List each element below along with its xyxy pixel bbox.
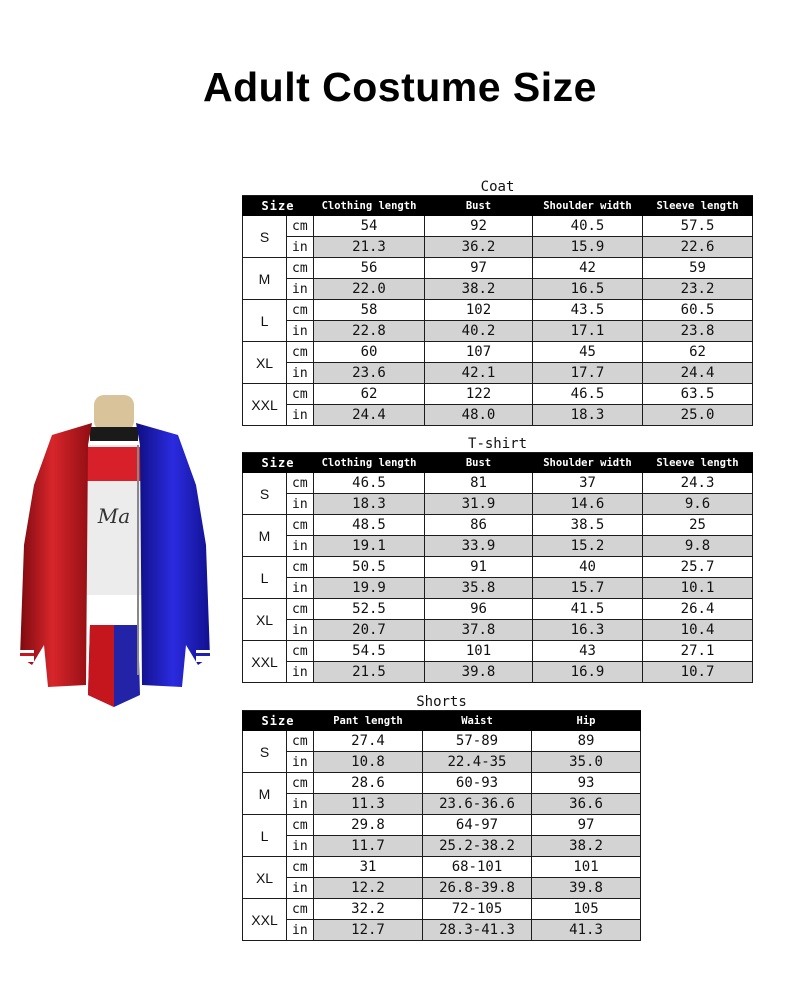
column-header: Clothing length — [314, 453, 425, 473]
table-cell: 23.6-36.6 — [423, 794, 532, 815]
table-cell: 35.8 — [425, 578, 533, 599]
coat-size-table — [242, 176, 753, 426]
table-cell: 60.5 — [643, 300, 753, 321]
table-cell: 10.8 — [314, 752, 423, 773]
table-cell: 39.8 — [425, 662, 533, 683]
table-cell: 43 — [533, 641, 643, 662]
table-cell: 19.1 — [314, 536, 425, 557]
size-header: Size — [243, 196, 314, 216]
table-cell: 25.0 — [643, 405, 753, 426]
table-cell: 97 — [532, 815, 641, 836]
size-label: XXL — [243, 641, 287, 683]
size-label: XL — [243, 342, 287, 384]
unit-in: in — [287, 578, 314, 599]
table-cell: 81 — [425, 473, 533, 494]
unit-cm: cm — [287, 815, 314, 836]
table-cell: 93 — [532, 773, 641, 794]
table-cell: 15.7 — [533, 578, 643, 599]
size-label: XXL — [243, 899, 287, 941]
table-cell: 38.5 — [533, 515, 643, 536]
column-header: Shoulder width — [533, 453, 643, 473]
table-cell: 10.4 — [643, 620, 753, 641]
table-cell: 42.1 — [425, 363, 533, 384]
size-label: L — [243, 300, 287, 342]
column-header: Waist — [423, 711, 532, 731]
unit-cm: cm — [287, 773, 314, 794]
table-cell: 22.0 — [314, 279, 425, 300]
table-cell: 23.6 — [314, 363, 425, 384]
unit-in: in — [287, 536, 314, 557]
table-cell: 25.7 — [643, 557, 753, 578]
table-cell: 20.7 — [314, 620, 425, 641]
size-label: XL — [243, 857, 287, 899]
table-cell: 40.2 — [425, 321, 533, 342]
table-cell: 25 — [643, 515, 753, 536]
table-cell: 102 — [425, 300, 533, 321]
table-cell: 28.6 — [314, 773, 423, 794]
unit-cm: cm — [287, 557, 314, 578]
unit-in: in — [287, 794, 314, 815]
table-cell: 39.8 — [532, 878, 641, 899]
table-cell: 68-101 — [423, 857, 532, 878]
table-cell: 101 — [425, 641, 533, 662]
table-cell: 57.5 — [643, 216, 753, 237]
unit-in: in — [287, 279, 314, 300]
table-cell: 62 — [314, 384, 425, 405]
column-header: Clothing length — [314, 196, 425, 216]
unit-cm: cm — [287, 599, 314, 620]
size-label: XL — [243, 599, 287, 641]
table-cell: 29.8 — [314, 815, 423, 836]
table-cell: 33.9 — [425, 536, 533, 557]
column-header: Bust — [425, 196, 533, 216]
size-label: L — [243, 815, 287, 857]
table-cell: 57-89 — [423, 731, 532, 752]
table-cell: 11.7 — [314, 836, 423, 857]
table-cell: 37 — [533, 473, 643, 494]
table-cell: 14.6 — [533, 494, 643, 515]
table-cell: 23.8 — [643, 321, 753, 342]
unit-cm: cm — [287, 300, 314, 321]
table-cell: 52.5 — [314, 599, 425, 620]
table-cell: 36.2 — [425, 237, 533, 258]
table-cell: 11.3 — [314, 794, 423, 815]
unit-in: in — [287, 836, 314, 857]
column-header: Sleeve length — [643, 196, 753, 216]
unit-in: in — [287, 405, 314, 426]
table-cell: 89 — [532, 731, 641, 752]
table-cell: 24.3 — [643, 473, 753, 494]
table-cell: 41.3 — [532, 920, 641, 941]
table-cell: 17.1 — [533, 321, 643, 342]
table-cell: 18.3 — [533, 405, 643, 426]
table-cell: 37.8 — [425, 620, 533, 641]
table-cell: 58 — [314, 300, 425, 321]
table-cell: 18.3 — [314, 494, 425, 515]
size-header: Size — [243, 453, 314, 473]
table-cell: 12.7 — [314, 920, 423, 941]
table-cell: 24.4 — [314, 405, 425, 426]
costume-photo — [14, 395, 214, 710]
unit-in: in — [287, 878, 314, 899]
table-cell: 31.9 — [425, 494, 533, 515]
table-cell: 72-105 — [423, 899, 532, 920]
unit-cm: cm — [287, 473, 314, 494]
table-cell: 96 — [425, 599, 533, 620]
table-cell: 10.1 — [643, 578, 753, 599]
table-cell: 22.8 — [314, 321, 425, 342]
table-cell: 35.0 — [532, 752, 641, 773]
table-cell: 27.1 — [643, 641, 753, 662]
size-label: L — [243, 557, 287, 599]
table-cell: 40.5 — [533, 216, 643, 237]
table-cell: 42 — [533, 258, 643, 279]
shorts-size-table — [242, 691, 641, 941]
table-cell: 16.5 — [533, 279, 643, 300]
unit-in: in — [287, 920, 314, 941]
table-cell: 22.4-35 — [423, 752, 532, 773]
table-cell: 23.2 — [643, 279, 753, 300]
table-cell: 36.6 — [532, 794, 641, 815]
table-cell: 26.4 — [643, 599, 753, 620]
table-cell: 28.3-41.3 — [423, 920, 532, 941]
table-cell: 15.9 — [533, 237, 643, 258]
table-cell: 38.2 — [532, 836, 641, 857]
page-title: Adult Costume Size — [203, 64, 597, 110]
table-cell: 101 — [532, 857, 641, 878]
column-header: Shoulder width — [533, 196, 643, 216]
column-header: Hip — [532, 711, 641, 731]
unit-in: in — [287, 363, 314, 384]
table-cell: 24.4 — [643, 363, 753, 384]
size-label: M — [243, 258, 287, 300]
table-cell: 63.5 — [643, 384, 753, 405]
table-cell: 105 — [532, 899, 641, 920]
table-cell: 97 — [425, 258, 533, 279]
svg-text:Ma: Ma — [97, 504, 131, 528]
unit-in: in — [287, 620, 314, 641]
table-cell: 60-93 — [423, 773, 532, 794]
shorts-caption: Shorts — [243, 691, 641, 711]
unit-cm: cm — [287, 342, 314, 363]
unit-cm: cm — [287, 258, 314, 279]
table-cell: 92 — [425, 216, 533, 237]
unit-in: in — [287, 237, 314, 258]
table-cell: 48.0 — [425, 405, 533, 426]
table-cell: 54.5 — [314, 641, 425, 662]
table-cell: 31 — [314, 857, 423, 878]
unit-cm: cm — [287, 384, 314, 405]
table-cell: 22.6 — [643, 237, 753, 258]
table-cell: 17.7 — [533, 363, 643, 384]
table-cell: 16.9 — [533, 662, 643, 683]
unit-cm: cm — [287, 216, 314, 237]
tshirt-caption: T-shirt — [243, 433, 753, 453]
table-cell: 64-97 — [423, 815, 532, 836]
table-cell: 16.3 — [533, 620, 643, 641]
table-cell: 38.2 — [425, 279, 533, 300]
table-cell: 56 — [314, 258, 425, 279]
unit-in: in — [287, 321, 314, 342]
table-cell: 21.3 — [314, 237, 425, 258]
coat-caption: Coat — [243, 176, 753, 196]
table-cell: 91 — [425, 557, 533, 578]
table-cell: 32.2 — [314, 899, 423, 920]
size-label: M — [243, 515, 287, 557]
table-cell: 12.2 — [314, 878, 423, 899]
table-cell: 43.5 — [533, 300, 643, 321]
table-cell: 26.8-39.8 — [423, 878, 532, 899]
column-header: Bust — [425, 453, 533, 473]
unit-in: in — [287, 494, 314, 515]
table-cell: 107 — [425, 342, 533, 363]
table-cell: 59 — [643, 258, 753, 279]
table-cell: 45 — [533, 342, 643, 363]
column-header: Pant length — [314, 711, 423, 731]
table-cell: 60 — [314, 342, 425, 363]
table-cell: 122 — [425, 384, 533, 405]
table-cell: 46.5 — [314, 473, 425, 494]
table-cell: 15.2 — [533, 536, 643, 557]
size-header: Size — [243, 711, 314, 731]
unit-cm: cm — [287, 731, 314, 752]
unit-cm: cm — [287, 899, 314, 920]
column-header: Sleeve length — [643, 453, 753, 473]
size-label: S — [243, 473, 287, 515]
unit-cm: cm — [287, 641, 314, 662]
size-label: M — [243, 773, 287, 815]
unit-in: in — [287, 752, 314, 773]
tshirt-size-table — [242, 433, 753, 683]
table-cell: 62 — [643, 342, 753, 363]
unit-in: in — [287, 662, 314, 683]
unit-cm: cm — [287, 515, 314, 536]
table-cell: 46.5 — [533, 384, 643, 405]
table-cell: 9.6 — [643, 494, 753, 515]
size-label: XXL — [243, 384, 287, 426]
table-cell: 27.4 — [314, 731, 423, 752]
size-label: S — [243, 216, 287, 258]
table-cell: 86 — [425, 515, 533, 536]
table-cell: 9.8 — [643, 536, 753, 557]
unit-cm: cm — [287, 857, 314, 878]
table-cell: 41.5 — [533, 599, 643, 620]
table-cell: 10.7 — [643, 662, 753, 683]
table-cell: 19.9 — [314, 578, 425, 599]
table-cell: 48.5 — [314, 515, 425, 536]
table-cell: 54 — [314, 216, 425, 237]
table-cell: 21.5 — [314, 662, 425, 683]
table-cell: 25.2-38.2 — [423, 836, 532, 857]
table-cell: 40 — [533, 557, 643, 578]
size-label: S — [243, 731, 287, 773]
table-cell: 50.5 — [314, 557, 425, 578]
